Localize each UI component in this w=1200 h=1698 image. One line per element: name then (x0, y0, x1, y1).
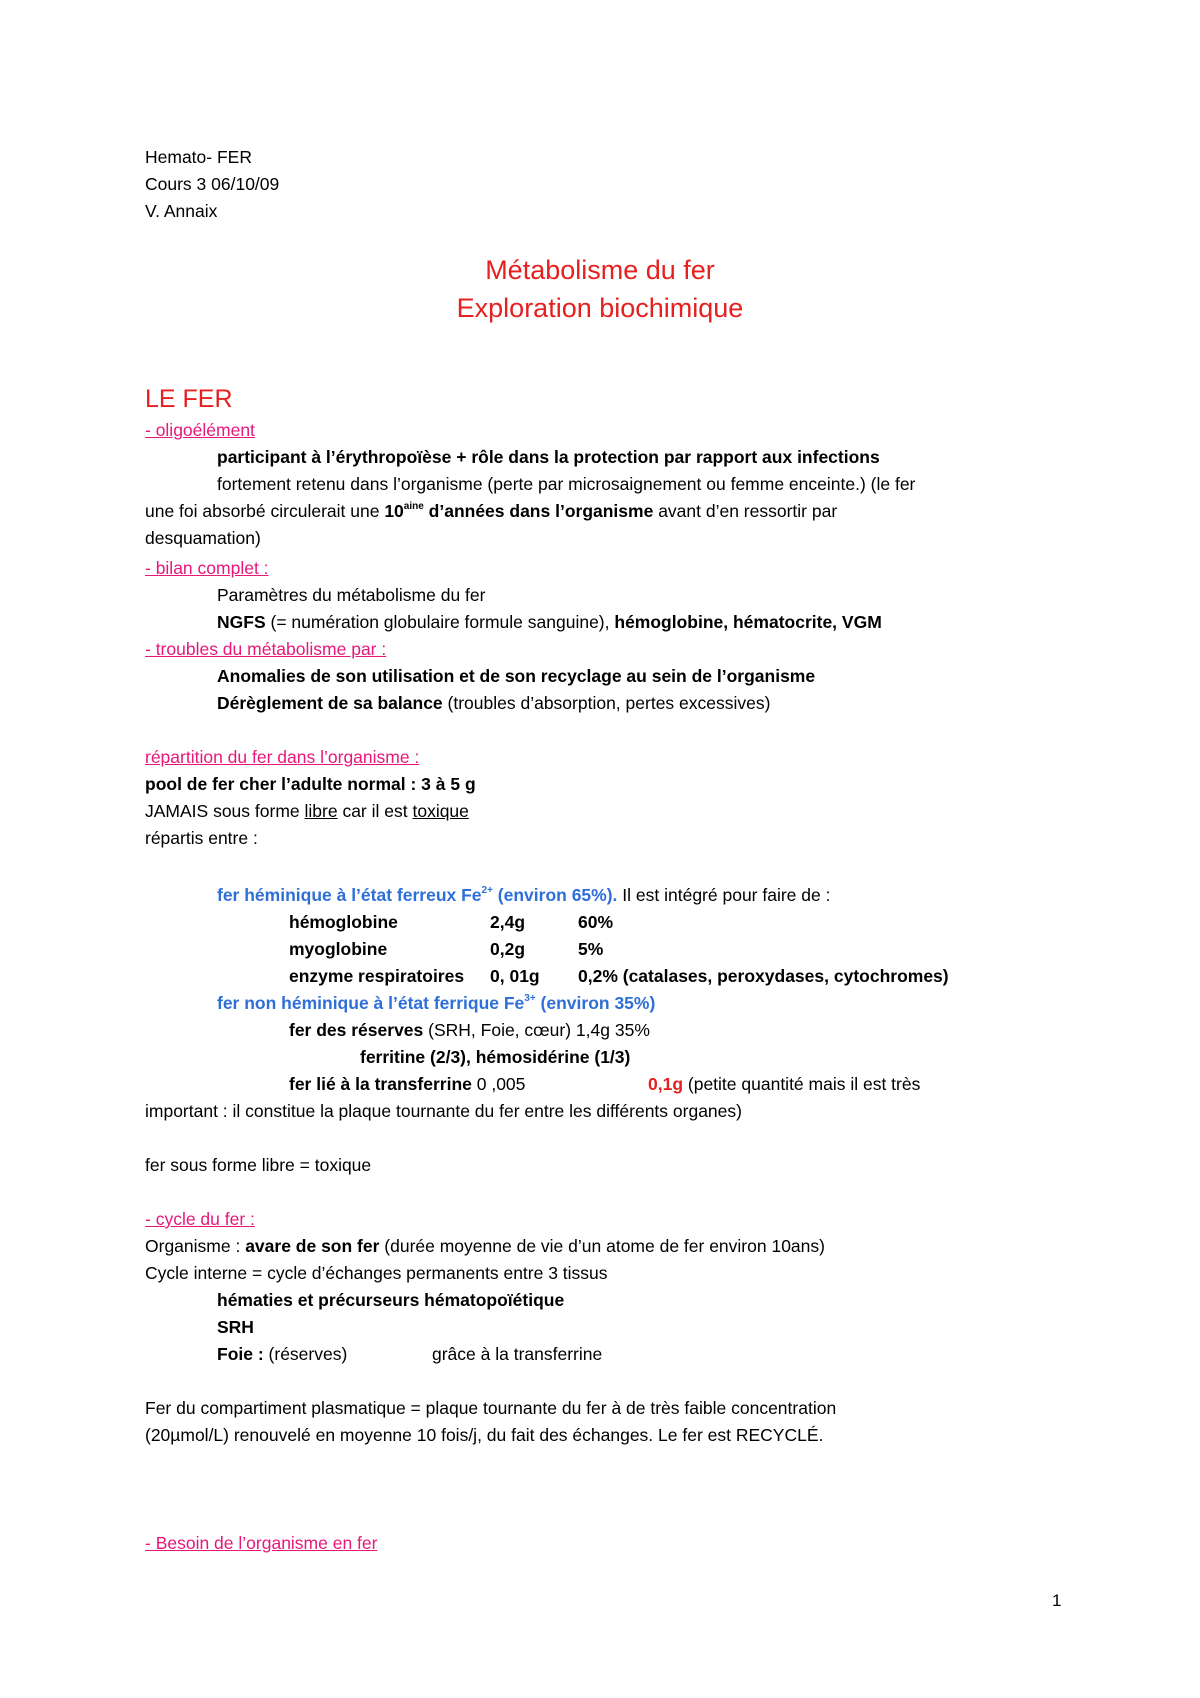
cycle-line1-b: avare de son fer (245, 1236, 380, 1256)
besoin-heading: - Besoin de l’organisme en fer (145, 1533, 378, 1553)
troubles-line2-a: Dérèglement de sa balance (217, 693, 443, 713)
jamais-d: toxique (412, 801, 469, 821)
heminique-row-pct: 5% (578, 939, 604, 959)
transferrine-c: 0,1g (648, 1074, 684, 1094)
cycle-line1 (145, 1235, 825, 1257)
heminique-label-a: fer héminique à l’état ferreux Fe (217, 885, 482, 905)
transferrine-b: 0 ,005 (471, 1074, 526, 1094)
toxique-line: fer sous forme libre = toxique (145, 1155, 372, 1175)
oligo-line3-a: une foi absorbé circulerait une (145, 501, 385, 521)
oligo-line3-sup: aine (403, 501, 424, 512)
page-subtitle: Exploration biochimique (456, 293, 744, 323)
oligo-line1: participant à l’érythropoïèse + rôle dans la protection par rapport aux infections (217, 447, 880, 467)
page-title: Métabolisme du fer (485, 255, 715, 285)
heminique-row-name: hémoglobine (289, 912, 398, 932)
heminique-row-name: enzyme respiratoires (289, 966, 465, 986)
heminique-label-c: Il est intégré pour faire de : (617, 885, 831, 905)
oligo-line2: fortement retenu dans l’organisme (perte par microsaignement ou femme enceinte.) (le fer (217, 474, 916, 494)
repartition-repartis: répartis entre : (145, 828, 258, 848)
heminique-label (217, 884, 830, 906)
transferrine-line2: important : il constitue la plaque tournante du fer entre les différents organes) (145, 1101, 742, 1121)
heminique-row-pct: 60% (578, 912, 614, 932)
troubles-line2-b: (troubles d’absorption, pertes excessives) (442, 693, 771, 713)
heminique-label-b: (environ 65%). (492, 885, 618, 905)
repartition-jamais (145, 800, 469, 822)
oligo-line4: desquamation) (145, 528, 261, 548)
transferrine-a: fer lié à la transferrine (289, 1074, 472, 1094)
bilan-line2 (217, 611, 882, 633)
transferrine-value-line (648, 1073, 920, 1095)
cycle-line1-c: (durée moyenne de vie d’un atome de fer environ 10ans) (379, 1236, 825, 1256)
troubles-line1: Anomalies de son utilisation et de son recyclage au sein de l’organisme (217, 666, 816, 686)
troubles-heading: - troubles du métabolisme par : (145, 639, 387, 659)
cycle-tissue3-b: (réserves) (263, 1344, 348, 1364)
reserves-line (289, 1019, 650, 1041)
cycle-tissue3-a: Foie : (217, 1344, 264, 1364)
section-title: LE FER (145, 385, 233, 413)
cycle-tissue3-c: grâce à la transferrine (432, 1344, 603, 1364)
plasma-line2: (20µmol/L) renouvelé en moyenne 10 fois/j, du fait des échanges. Le fer est RECYCLÉ. (145, 1425, 824, 1445)
heminique-row-pct: 0,2% (catalases, peroxydases, cytochromes) (578, 966, 949, 986)
cycle-tissue2: SRH (217, 1317, 254, 1337)
bilan-line2-b: (= numération globulaire formule sanguine), (265, 612, 615, 632)
bilan-line2-c: hémoglobine, hématocrite, VGM (614, 612, 882, 632)
oligo-line3 (145, 500, 837, 522)
oligo-line3-c: d’années dans l’organisme (423, 501, 654, 521)
heminique-row-name: myoglobine (289, 939, 388, 959)
header-author: V. Annaix (145, 201, 218, 221)
oligo-line3-b: 10 (384, 501, 404, 521)
non-heminique-label-a: fer non héminique à l’état ferrique Fe (217, 993, 525, 1013)
jamais-b: libre (304, 801, 338, 821)
cycle-line1-a: Organisme : (145, 1236, 246, 1256)
non-heminique-label-b: (environ 35%) (535, 993, 656, 1013)
jamais-c: car il est (337, 801, 413, 821)
jamais-a: JAMAIS sous forme (145, 801, 305, 821)
non-heminique-label (217, 992, 655, 1014)
header-course: Hemato- FER (145, 147, 252, 167)
reserves-b: (SRH, Foie, cœur) 1,4g 35% (423, 1020, 650, 1040)
bilan-line2-a: NGFS (217, 612, 266, 632)
cycle-line2: Cycle interne = cycle d’échanges permanents entre 3 tissus (145, 1263, 608, 1283)
oligo-heading: - oligoélément (145, 420, 255, 440)
header-date: Cours 3 06/10/09 (145, 174, 280, 194)
heminique-row-mass: 2,4g (490, 912, 526, 932)
bilan-line1: Paramètres du métabolisme du fer (217, 585, 486, 605)
heminique-row-mass: 0, 01g (490, 966, 540, 986)
heminique-row-mass: 0,2g (490, 939, 526, 959)
oligo-line3-d: avant d’en ressortir par (653, 501, 838, 521)
page-number: 1 (1052, 1591, 1062, 1610)
cycle-tissue1: hématies et précurseurs hématopoïétique (217, 1290, 565, 1310)
cycle-tissue3 (217, 1343, 347, 1365)
repartition-pool: pool de fer cher l’adulte normal : 3 à 5 g (145, 774, 476, 794)
reserves-a: fer des réserves (289, 1020, 424, 1040)
heminique-label-sup: 2+ (481, 885, 493, 896)
troubles-line2 (217, 692, 770, 714)
cycle-heading: - cycle du fer : (145, 1209, 255, 1229)
transferrine-d: (petite quantité mais il est très (683, 1074, 921, 1094)
plasma-line1: Fer du compartiment plasmatique = plaque tournante du fer à de très faible concentration (145, 1398, 837, 1418)
non-heminique-label-sup: 3+ (524, 993, 536, 1004)
repartition-heading: répartition du fer dans l’organisme : (145, 747, 420, 767)
transferrine-line (289, 1073, 525, 1095)
bilan-heading: - bilan complet : (145, 558, 269, 578)
ferritine-line: ferritine (2/3), hémosidérine (1/3) (360, 1047, 631, 1067)
